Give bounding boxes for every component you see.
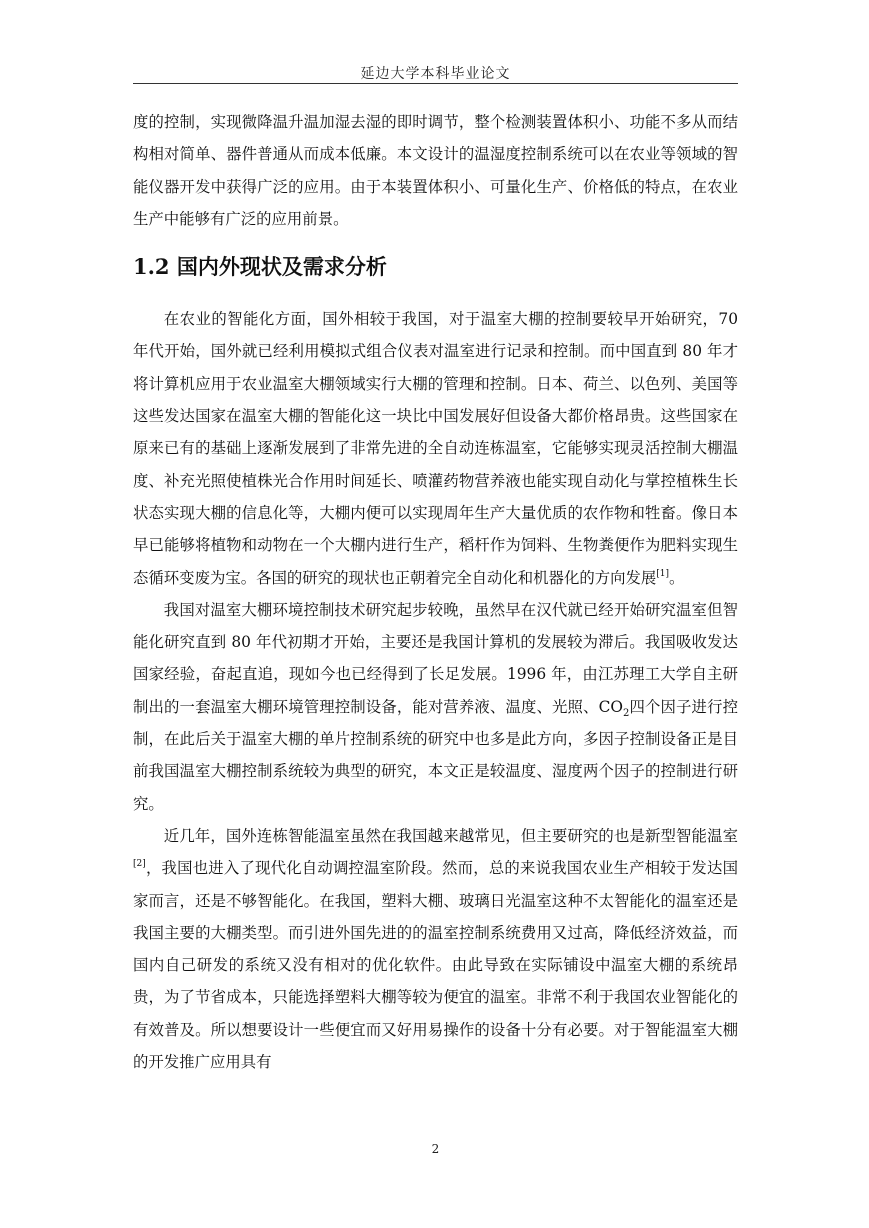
citation-2: [2] — [133, 859, 146, 870]
citation-1: [1] — [656, 568, 670, 579]
paragraph-2 — [133, 594, 738, 820]
intro-paragraph: 度的控制，实现微降温升温加湿去湿的即时调节，整个检测装置体积小、功能不多从而结构相对简单、器件普通从而成本低廉。本文设计的温湿度控制系统可以在农业等领域的智能仪器开发中获得广泛的应用。由于本装置体积小、可量化生产、价格低的特点，在农业生产中能够有广泛的应用前景。 — [133, 113, 738, 228]
paragraph-2-text-b: 四个因子进行控制，在此后关于温室大棚的单片控制系统的研究中也多是此方向，多因子控制设备正是目前我国温室大棚控制系统较为典型的研究，本文正是较温度、湿度两个因子的控制进行研究。 — [133, 697, 738, 813]
paragraph-3 — [133, 820, 738, 1078]
paragraph-2-text-a: 我国对温室大棚环境控制技术研究起步较晚，虽然早在汉代就已经开始研究温室但智能化研究直到 80 年代初期才开始，主要还是我国计算机的发展较为滞后。我国吸收发达国家经验，奋起直追，现如今也已经得到了长足发展。1996 年，由江苏理工大学自主研制出的一套温室大棚环境管理控制设备，能对营养液、温度、光照、CO — [133, 600, 738, 716]
section-heading: 1.2 国内外现状及需求分析 — [133, 254, 387, 280]
paragraph-1-end: 。 — [669, 568, 685, 587]
paragraph-3-text-b: ，我国也进入了现代化自动调控温室阶段。然而，总的来说我国农业生产相较于发达国家而言，还是不够智能化。在我国，塑料大棚、玻璃日光温室这种不太智能化的温室还是我国主要的大棚类型。而引进外国先进的的温室控制系统费用又过高，降低经济效益，而国内自己研发的系统又没有相对的优化软件。由此导致在实际铺设中温室大棚的系统昂贵，为了节省成本，只能选择塑料大棚等较为便宜的温室。非常不利于我国农业智能化的有效普及。所以想要设计一些便宜而又好用易操作的设备十分有必要。对于智能温室大棚的开发推广应用具有 — [133, 859, 738, 1072]
paragraph-1-text: 在农业的智能化方面，国外相较于我国，对于温室大棚的控制要较早开始研究，70 年代开始，国外就已经利用模拟式组合仪表对温室进行记录和控制。而中国直到 80 年才将计算机应用于农业温室大棚领域实行大棚的管理和控制。日本、荷兰、以色列、美国等这些发达国家在温室大棚的智能化这一块比中国发展好但设备大都价格昂贵。这些国家在原来已有的基础上逐渐发展到了非常先进的全自动连栋温室，它能够实现灵活控制大棚温度、补充光照使植株光合作用时间延长、喷灌药物营养液也能实现自动化与掌控植株生长状态实现大棚的信息化等，大棚内便可以实现周年生产大量优质的农作物和牲畜。像日本早已能够将植物和动物在一个大棚内进行生产，稻杆作为饲料、生物粪便作为肥料实现生态循环变废为宝。各国的研究的现状也正朝着完全自动化和机器化的方向发展 — [133, 310, 738, 587]
page-number: 2 — [431, 1142, 440, 1156]
co2-subscript: 2 — [622, 707, 630, 719]
body-text — [133, 106, 738, 1078]
running-header: 延边大学本科毕业论文 — [360, 66, 511, 82]
paragraph-3-text-a: 近几年，国外连栋智能温室虽然在我国越来越常见，但主要研究的也是新型智能温室 — [163, 826, 738, 845]
paragraph-1 — [133, 303, 738, 594]
header-rule — [133, 83, 738, 84]
